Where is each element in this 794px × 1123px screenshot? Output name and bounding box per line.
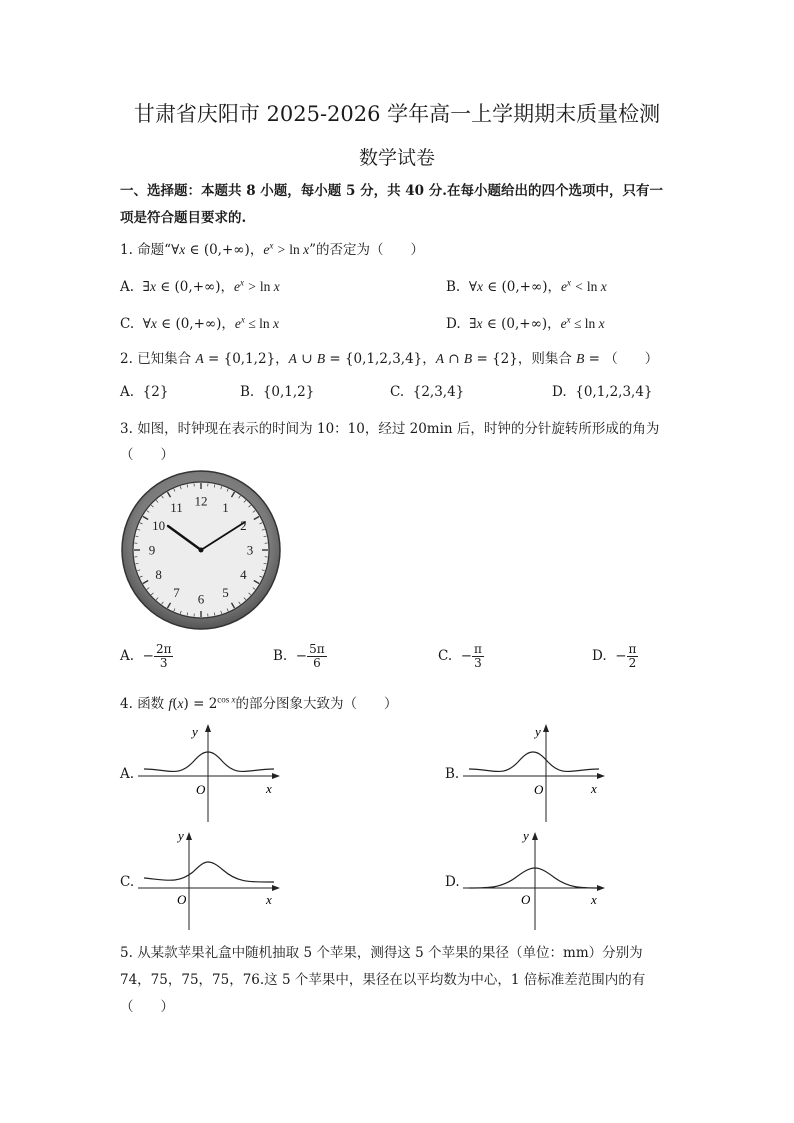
clock-number: 8 — [155, 567, 162, 582]
x-label: x — [266, 781, 272, 796]
y-axis-arrow-icon — [543, 724, 549, 732]
question-3-stem-line1: 3. 如图，时钟现在表示的时间为 10：10，经过 20min 后，时钟的分针旋转所形成的角为 — [120, 421, 660, 437]
x-label: x — [591, 892, 597, 907]
section-heading-line2: 项是符合题目要求的. — [120, 210, 247, 226]
question-3-option-a: A. − $\frac{2\pi}{3}$ — [120, 642, 172, 670]
x-axis-arrow-icon — [272, 885, 280, 891]
x-axis-arrow-icon — [597, 773, 605, 779]
question-1-option-c: C. ∀x ∈ (0,+∞)，$e^x \le \ln x$ — [120, 314, 279, 332]
clock-number: 12 — [194, 493, 208, 509]
clock-number: 3 — [246, 542, 254, 558]
curve — [469, 868, 599, 888]
page-title: 甘肃省庆阳市 2025-2026 学年高一上学期期末质量检测 — [133, 102, 661, 126]
clock-number: 10 — [152, 518, 166, 533]
question-5-stem-line1: 5. 从某款苹果礼盒中随机抽取 5 个苹果，测得这 5 个苹果的果径（单位：mm）分别为 — [120, 945, 643, 961]
question-1-option-d: D. ∃x ∈ (0,+∞)，$e^x \le \ln x$ — [446, 314, 605, 332]
question-4-stem: 4. 函数 $f(x) = 2^{cos x}$的部分图象大致为（ ） — [120, 694, 398, 712]
x-label: x — [591, 781, 597, 796]
question-5-stem-line3: （ ） — [120, 999, 174, 1015]
curve — [144, 752, 274, 772]
clock-center — [199, 548, 204, 553]
graph-d-label: D. — [445, 874, 460, 890]
clock-number: 7 — [173, 584, 180, 600]
y-label: y — [535, 724, 541, 739]
section-heading-line1: 一、选择题：本题共 8 小题，每小题 5 分，共 40 分.在每小题给出的四个选项中，只有一 — [120, 183, 663, 199]
graph-c-label: C. — [120, 874, 135, 890]
y-label: y — [178, 828, 184, 843]
origin-label: O — [534, 782, 544, 797]
question-2-option-d: D. {0,1,2,3,4} — [552, 384, 653, 400]
question-3-option-d: D. − $\frac{\pi}{2}$ — [592, 642, 637, 670]
curve — [469, 752, 599, 772]
origin-label: O — [196, 782, 206, 797]
x-label: x — [266, 892, 272, 907]
origin-label: O — [521, 892, 531, 907]
y-axis-arrow-icon — [186, 832, 192, 840]
clock-number: 11 — [170, 500, 183, 516]
question-2-option-a: A. {2} — [120, 384, 169, 400]
y-axis-arrow-icon — [205, 724, 211, 732]
question-2-stem: 2. 已知集合 A = {0,1,2}，A ∪ B = {0,1,2,3,4}，A ∩ B = {2}，则集合 B = （ ） — [120, 351, 659, 367]
clock-number: 2 — [240, 518, 247, 533]
x-axis-arrow-icon — [272, 773, 280, 779]
graph-b — [463, 718, 613, 824]
question-3-stem-line2: （ ） — [120, 447, 174, 463]
page-subtitle: 数学试卷 — [358, 147, 435, 169]
question-3-option-c: C. − $\frac{\pi}{3}$ — [438, 642, 482, 670]
clock-number: 4 — [240, 567, 247, 582]
origin-label: O — [177, 892, 187, 907]
graph-b-label: B. — [445, 766, 460, 782]
curve — [144, 862, 274, 882]
y-axis-arrow-icon — [532, 832, 538, 840]
question-2-option-b: B. {0,1,2} — [240, 384, 315, 400]
graph-a — [138, 718, 288, 824]
clock-number: 6 — [197, 591, 205, 607]
clock-number: 5 — [222, 584, 229, 600]
y-label: y — [192, 724, 198, 739]
question-1-option-a: A. ∃x ∈ (0,+∞)，$e^x > \ln x$ — [120, 277, 280, 295]
graph-c — [138, 826, 288, 932]
graph-a-label: A. — [120, 766, 135, 782]
clock-number: 9 — [148, 542, 156, 558]
question-5-stem-line2: 74，75，75，75，76.这 5 个苹果中，果径在以平均数为中心，1 倍标准差范围内的有 — [120, 972, 646, 988]
question-3-option-b: B. − $\frac{5\pi}{6}$ — [273, 642, 325, 670]
clock-figure — [120, 470, 282, 632]
y-label: y — [523, 828, 529, 843]
question-2-option-c: C. {2,3,4} — [390, 384, 465, 400]
graph-d — [463, 826, 613, 932]
clock-number: 1 — [222, 500, 229, 516]
question-1-option-b: B. ∀x ∈ (0,+∞)，$e^x < \ln x$ — [446, 277, 607, 295]
question-1-stem: 1. 命题“∀x ∈ (0,+∞)，$e^x > \ln x$”的否定为（ ） — [120, 240, 424, 258]
